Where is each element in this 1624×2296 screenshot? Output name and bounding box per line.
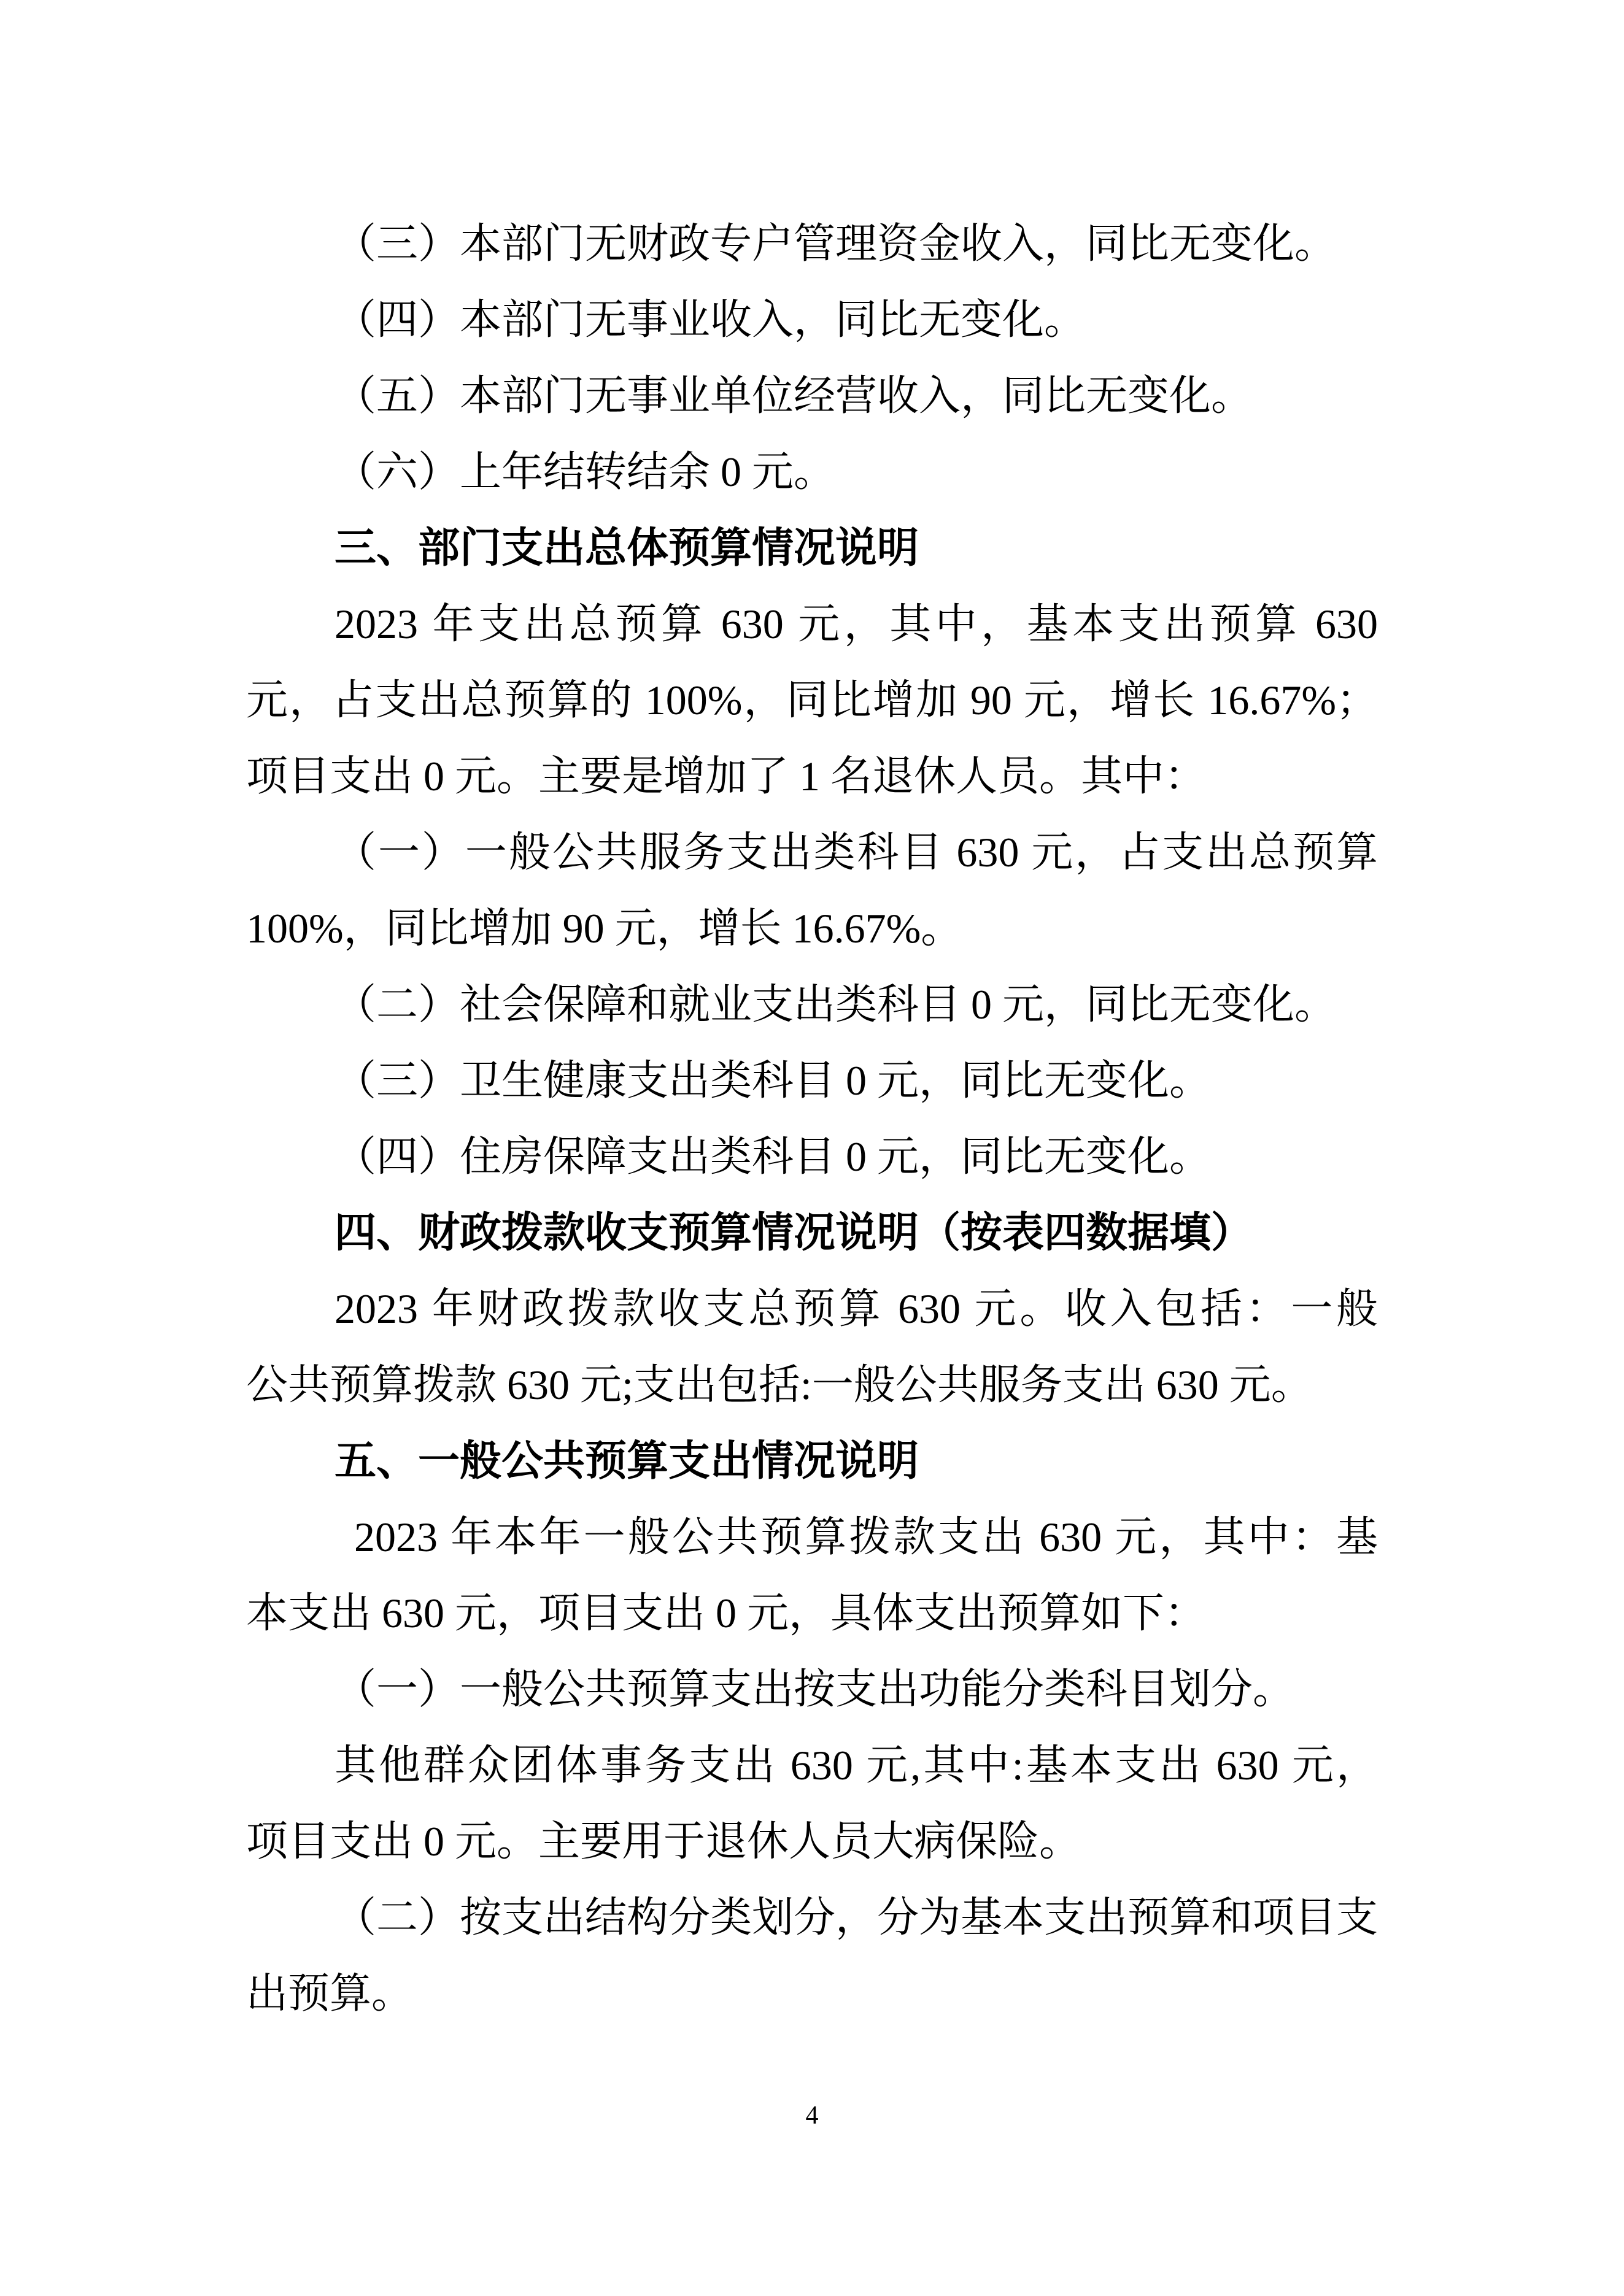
- para-total-expenditure-line-1: 2023 年支出总预算 630 元，其中，基本支出预算 630: [334, 601, 1378, 647]
- para-no-institution-income: （四）本部门无事业收入，同比无变化。: [334, 296, 1086, 343]
- para-mass-organization-expense-line-2: 项目支出 0 元。主要用于退休人员大病保险。: [246, 1818, 1081, 1865]
- heading-section-4: 四、财政拨款收支预算情况说明（按表四数据填）: [334, 1209, 1253, 1256]
- para-fiscal-appropriation-line-2: 公共预算拨款 630 元;支出包括:一般公共服务支出 630 元。: [246, 1362, 1313, 1408]
- para-structure-classification-line-1: （二）按支出结构分类划分，分为基本支出预算和项目支: [334, 1894, 1378, 1941]
- para-health-expense: （三）卫生健康支出类科目 0 元，同比无变化。: [334, 1057, 1212, 1104]
- para-social-security-expense: （二）社会保障和就业支出类科目 0 元，同比无变化。: [334, 981, 1337, 1028]
- para-general-budget-expense-line-2: 本支出 630 元，项目支出 0 元，具体支出预算如下：: [246, 1590, 1207, 1636]
- para-mass-organization-expense-line-1: 其他群众团体事务支出 630 元,其中:基本支出 630 元，: [334, 1742, 1378, 1789]
- heading-section-5: 五、一般公共预算支出情况说明: [334, 1438, 919, 1484]
- para-total-expenditure-line-2: 元，占支出总预算的 100%，同比增加 90 元，增长 16.67%；: [246, 677, 1378, 723]
- para-structure-classification-line-2: 出预算。: [246, 1970, 414, 2017]
- para-no-operating-income: （五）本部门无事业单位经营收入，同比无变化。: [334, 372, 1253, 419]
- document-body: [246, 206, 1378, 2032]
- para-housing-expense: （四）住房保障支出类科目 0 元，同比无变化。: [334, 1133, 1212, 1180]
- heading-section-3: 三、部门支出总体预算情况说明: [334, 525, 919, 571]
- para-fiscal-appropriation-line-1: 2023 年财政拨款收支总预算 630 元。收入包括：一般: [334, 1285, 1378, 1332]
- para-function-classification: （一）一般公共预算支出按支出功能分类科目划分。: [334, 1666, 1295, 1712]
- para-carryover-balance: （六）上年结转结余 0 元。: [334, 449, 836, 495]
- page-number: 4: [805, 2101, 819, 2130]
- para-public-service-expense-line-2: 100%，同比增加 90 元，增长 16.67%。: [246, 905, 963, 952]
- para-total-expenditure-line-3: 项目支出 0 元。主要是增加了 1 名退休人员。其中：: [246, 753, 1207, 799]
- para-general-budget-expense-line-1: 2023 年本年一般公共预算拨款支出 630 元，其中：基: [354, 1514, 1378, 1560]
- para-public-service-expense-line-1: （一）一般公共服务支出类科目 630 元，占支出总预算: [334, 829, 1378, 876]
- para-no-fiscal-special-account-income: （三）本部门无财政专户管理资金收入，同比无变化。: [334, 220, 1337, 267]
